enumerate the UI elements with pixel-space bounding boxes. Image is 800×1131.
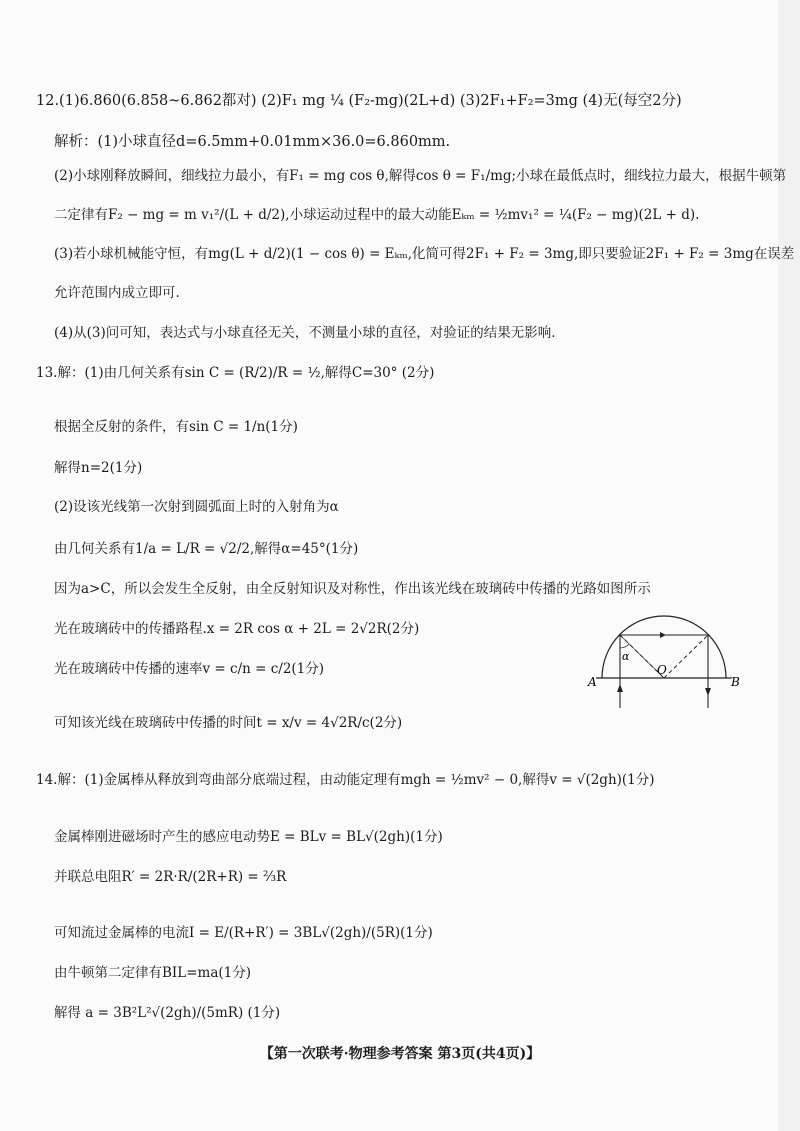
q13-line-7: 光在玻璃砖中的传播路程.x = 2R cos α + 2L = 2√2R(2分)	[54, 621, 420, 637]
q12-analysis-5: 允许范围内成立即可.	[54, 285, 180, 301]
q12-answer-line: 12.(1)6.860(6.858~6.862都对) (2)F₁ mg ¼ (F₂-mg)(2L+d) (3)2F₁+F₂=3mg (4)无(每空2分)	[36, 93, 682, 109]
exit-arrow	[705, 688, 711, 696]
alpha-arc	[620, 644, 629, 648]
q13-line-2: 根据全反射的条件，有sin C = 1/n(1分)	[54, 419, 298, 435]
q14-line-5: 由牛顿第二定律有BIL=ma(1分)	[54, 965, 252, 981]
q13-line-6: 因为a>C，所以会发生全反射，由全反射知识及对称性，作出该光线在玻璃砖中传播的光路如图所示	[54, 581, 651, 597]
q13-line-4: (2)设该光线第一次射到圆弧面上时的入射角为α	[54, 499, 339, 515]
q12-analysis-2: (2)小球刚释放瞬间，细线拉力最小，有F₁ = mg cos θ,解得cos θ = F₁/mg;小球在最低点时，细线拉力最大，根据牛顿第	[54, 168, 787, 184]
reflect-ray-2	[664, 635, 708, 678]
chord-arrow	[660, 632, 666, 638]
q14-line-2: 金属棒刚进磁场时产生的感应电动势E = BLv = BL√(2gh)(1分)	[54, 829, 443, 845]
label-b: B	[731, 675, 740, 689]
q14-line-1: 14.解：(1)金属棒从释放到弯曲部分底端过程，由动能定理有mgh = ½mv² − 0,解得v = √(2gh)(1分)	[36, 772, 655, 788]
q13-line-9: 可知该光线在玻璃砖中传播的时间t = x/v = 4√2R/c(2分)	[54, 715, 403, 731]
q13-line-5: 由几何关系有1/a = L/R = √2/2,解得α=45°(1分)	[54, 541, 359, 557]
q13-line-8: 光在玻璃砖中传播的速率v = c/n = c/2(1分)	[54, 661, 325, 677]
q13-line-1: 13.解：(1)由几何关系有sin C = (R/2)/R = ½,解得C=30° (2分)	[36, 365, 435, 381]
incident-arrow	[617, 684, 623, 692]
q12-analysis-3: 二定律有F₂ − mg = m v₁²/(L + d/2),小球运动过程中的最大动能Eₖₘ = ½mv₁² = ¼(F₂ − mg)(2L + d).	[54, 207, 700, 223]
page-footer: 【第一次联考·物理参考答案 第3页(共4页)】	[259, 1046, 541, 1062]
q14-line-3: 并联总电阻R′ = 2R·R/(2R+R) = ⅔R	[54, 869, 287, 885]
q12-analysis-6: (4)从(3)问可知，表达式与小球直径无关，不测量小球的直径，对验证的结果无影响.	[54, 325, 556, 341]
q14-line-6: 解得 a = 3B²L²√(2gh)/(5mR) (1分)	[54, 1005, 281, 1021]
label-a: A	[588, 675, 597, 689]
q14-line-4: 可知流过金属棒的电流I = E/(R+R′) = 3BL√(2gh)/(5R)(1分)	[54, 925, 433, 941]
label-alpha: α	[622, 650, 630, 663]
q12-analysis-1: 解析：(1)小球直径d=6.5mm+0.01mm×36.0=6.860mm.	[54, 134, 451, 150]
label-o: O	[657, 663, 667, 677]
q12-analysis-4: (3)若小球机械能守恒，有mg(L + d/2)(1 − cos θ) = Eₖₘ,化简可得2F₁ + F₂ = 3mg,即只要验证2F₁ + F₂ = 3mg在误差	[54, 246, 795, 262]
q13-line-3: 解得n=2(1分)	[54, 460, 143, 476]
light-path-figure	[586, 608, 746, 718]
